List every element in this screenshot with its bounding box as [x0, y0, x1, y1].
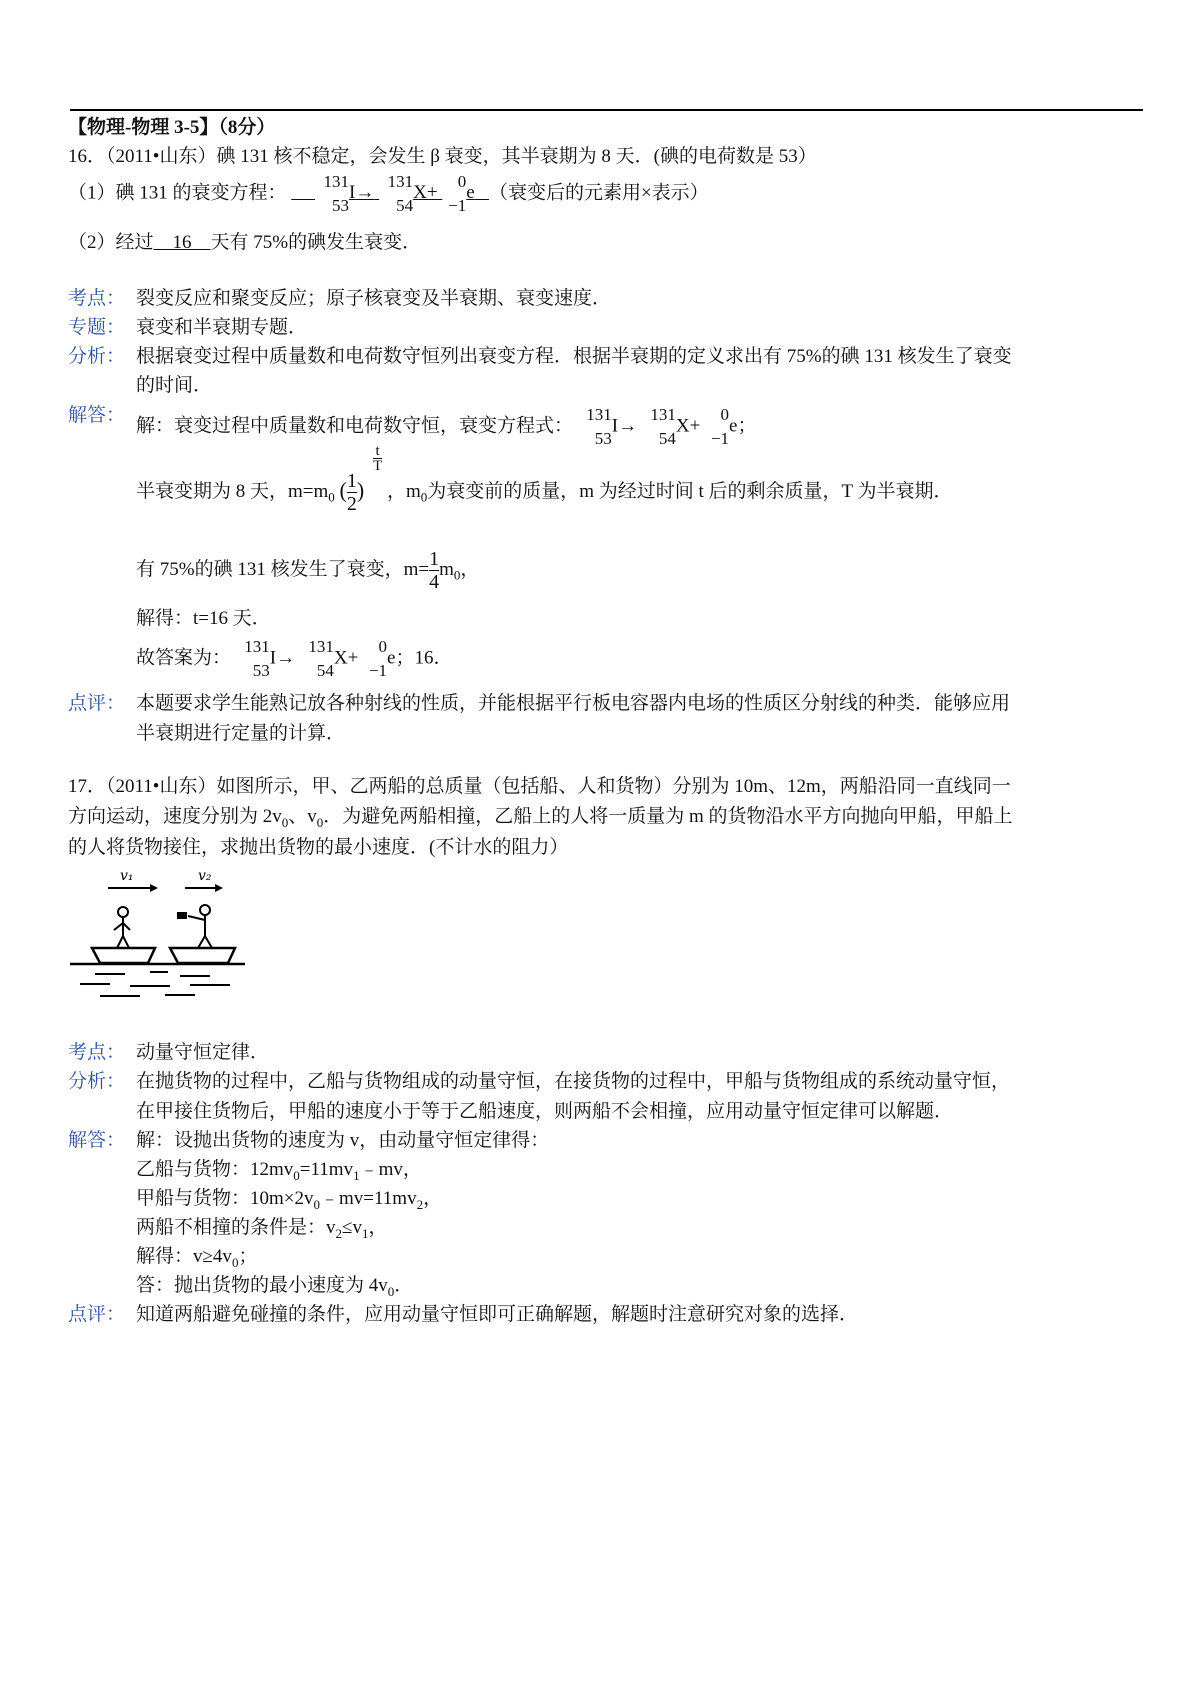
- q16-fenxi-line1: 根据衰变过程中质量数和电荷数守恒列出衰变方程．根据半衰期的定义求出有 75%的碘 131 核发生了衰变: [136, 346, 1012, 367]
- q16-fenxi-label: 分析：: [68, 346, 126, 367]
- q17-dianping-label: 点评：: [68, 1304, 126, 1325]
- q16-part2-suffix: 天有 75%的碘发生衰变．: [210, 232, 422, 253]
- q16-jieda-line1: 解：衰变过程中质量数和电荷数守恒，衰变方程式： 131 53 I→ 131 54 X+ 0 −1 e；: [136, 405, 757, 448]
- boats-figure: [70, 858, 245, 1003]
- q17-jieda-line1: 解：设抛出货物的速度为 v，由动量守恒定律得：: [136, 1130, 550, 1151]
- q17-stem-line1: 17．（2011•山东）如图所示，甲、乙两船的总质量（包括船、人和货物）分别为 10m、12m，两船沿同一直线同一: [68, 776, 1011, 797]
- fig-cargo: [177, 912, 187, 919]
- q16-jieda-line3: 有 75%的碘 131 核发生了衰变，m= $\frac{1}{4}$ $m_0$，: [136, 548, 480, 593]
- q16-fenxi-line2: 的时间．: [136, 375, 213, 396]
- q16-dianping-label: 点评：: [68, 693, 126, 714]
- q16-part1: [68, 172, 709, 216]
- q16-jieda-line2: 半衰变期为 8 天，$m=m_0$ ( $\frac{1}{2}$ ) t T ，$m_0$为衰变前的质量，m 为经过时间 t 后的剩余质量，T 为半衰期．: [136, 443, 953, 515]
- q17-jieda-label: 解答：: [68, 1130, 126, 1151]
- q16-jieda-line5: 故答案为： 131 53 I→ 131 54 X+ 0 −1 e；16．: [136, 637, 453, 680]
- q16-part2: [68, 227, 421, 254]
- q16-dianping-line1: 本题要求学生能熟记放各种射线的性质，并能根据平行板电容器内电场的性质区分射线的种类．能够应用: [136, 693, 1011, 714]
- q17-fenxi-line2: 在甲接住货物后，甲船的速度小于等于乙船速度，则两船不会相撞，应用动量守恒定律可以解题．: [136, 1101, 954, 1122]
- q17-kaodian: 动量守恒定律．: [136, 1042, 270, 1063]
- q16-kaodian-label: 考点：: [68, 288, 126, 309]
- fig-boat-yi: [170, 948, 235, 963]
- q16-stem: 16．（2011•山东）碘 131 核不稳定，会发生 β 衰变，其半衰期为 8 天．(碘的电荷数是 53）: [68, 146, 817, 167]
- fig-person-2-head: [200, 905, 210, 915]
- section-header: 【物理-物理 3-5】（8分）: [68, 117, 276, 138]
- q16-zhuanti-label: 专题：: [68, 317, 126, 338]
- q17-stem-line3: 的人将货物接住，求抛出货物的最小速度．(不计水的阻力）: [68, 837, 569, 858]
- q16-part1-prefix: （1）碘 131 的衰变方程：: [68, 182, 287, 204]
- iodine-nuclide: 131 53: [586, 405, 612, 448]
- x-nuclide: 131 54: [387, 172, 414, 215]
- electron-nuclide: 0 −1: [368, 637, 388, 680]
- arrow: →: [355, 182, 375, 204]
- electron-nuclide: 0 −1: [448, 172, 467, 215]
- fig-boat-jia: [92, 948, 155, 963]
- half-power: ( $\frac{1}{2}$ ) t T: [339, 443, 383, 515]
- q17-jieda-line3: 甲船与货物：$10m\times 2v_0﹣mv=11mv_2$，: [136, 1188, 443, 1212]
- fig-arrowhead-1: [150, 884, 158, 892]
- q16-dianping-line2: 半衰期进行定量的计算．: [136, 723, 346, 744]
- q17-jieda-line4: 两船不相撞的条件是：$v_2\le v_1$，: [136, 1217, 388, 1241]
- q16-part2-prefix: （2）经过: [68, 232, 154, 253]
- q16-jieda-line4: 解得：t=16 天．: [136, 608, 271, 629]
- electron-nuclide: 0 −1: [710, 405, 730, 448]
- q16-kaodian: 裂变反应和聚变反应；原子核衰变及半衰期、衰变速度．: [136, 288, 612, 309]
- x-symbol: X+: [413, 182, 438, 204]
- q17-jieda-line6: 答：抛出货物的最小速度为 $4v_0$．: [136, 1275, 414, 1299]
- q16-jieda-label: 解答：: [68, 405, 126, 426]
- q16-part1-suffix: （衰变后的元素用×表示）: [488, 182, 709, 204]
- fig-person-1-head: [118, 907, 128, 917]
- q17-dianping: 知道两船避免碰撞的条件，应用动量守恒即可正确解题，解题时注意研究对象的选择．: [136, 1304, 859, 1325]
- x-nuclide: 131 54: [650, 405, 676, 448]
- q17-kaodian-label: 考点：: [68, 1042, 126, 1063]
- q16-part1-answer: [291, 172, 489, 215]
- q17-fenxi-label: 分析：: [68, 1071, 126, 1092]
- iodine-symbol: I: [349, 182, 356, 204]
- q17-jieda-line2: 乙船与货物：$12mv_0=11mv_1﹣mv$，: [136, 1159, 422, 1183]
- fig-v1-label: v₁: [120, 868, 134, 884]
- top-rule: [70, 109, 1143, 111]
- q17-jieda-line5: 解得：$v\ge 4v_0$；: [136, 1246, 258, 1270]
- fig-v2-label: v₂: [198, 868, 212, 884]
- x-nuclide: 131 54: [308, 637, 334, 680]
- q17-fenxi-line1: 在抛货物的过程中，乙船与货物组成的动量守恒，在接货物的过程中，甲船与货物组成的系统动量守恒，: [136, 1071, 1011, 1092]
- iodine-nuclide: 131 53: [244, 637, 270, 680]
- electron-symbol: e: [466, 182, 475, 204]
- fig-arrowhead-2: [215, 884, 223, 892]
- q17-stem-line2: 方向运动，速度分别为 $2v_0$、$v_0$．为避免两船相撞，乙船上的人将一质量为 m 的货物沿水平方向抛向甲船，甲船上: [68, 806, 1013, 830]
- q16-zhuanti: 衰变和半衰期专题．: [136, 317, 308, 338]
- iodine-nuclide: 131 53: [323, 172, 350, 215]
- q16-part2-answer: 16: [172, 232, 192, 253]
